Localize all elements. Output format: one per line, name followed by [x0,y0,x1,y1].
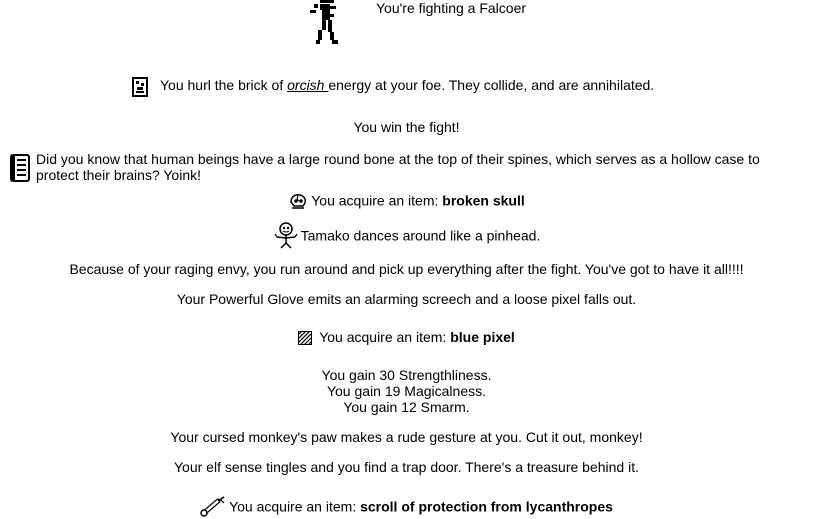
item-scroll-prefix: You acquire an item: [229,498,357,515]
brick-icon [132,77,148,97]
tamako-text: Tamako dances around like a pinhead. [300,227,541,244]
item-scroll-name: scroll of protection from lycanthropes [360,498,613,515]
glove-message: Your Powerful Glove emits an alarming screech and a loose pixel falls out. [176,291,637,307]
hurl-word: orcish [287,77,329,93]
scroll-icon [200,495,226,517]
item-skull-name: broken skull [442,192,525,209]
falcoer-monster-image [308,0,340,46]
item-pixel-line [0,329,813,345]
blue-pixel-icon [298,331,312,345]
item-pixel-prefix: You acquire an item: [319,329,447,345]
monkey-message: Your cursed monkey's paw makes a rude gesture at you. Cut it out, monkey! [170,429,643,445]
combat-header: You're fighting a Falcoer [376,0,527,16]
tamako-familiar-icon [273,221,299,249]
envy-message: Because of your raging envy, you run around and pick up everything after the fight. You've got to have it all!!!! [69,261,744,277]
hurl-suffix: energy at your foe. They collide, and are annihilated. [328,77,655,93]
gain-magic: You gain 19 Magicalness. [326,383,487,399]
gain-smarm: You gain 12 Smarm. [343,399,470,415]
hurl-prefix: You hurl the brick of [160,77,284,93]
hurl-message [160,77,654,93]
item-pixel-name: blue pixel [450,329,515,345]
item-skull-prefix: You acquire an item: [311,192,439,209]
gain-strength: You gain 30 Strengthliness. [321,367,492,383]
bone-fact-line1: Did you know that human beings have a large round bone at the top of their spines, which serves as a hollow case to [36,151,760,167]
item-skull-line [0,192,813,212]
bone-fact-text [36,151,806,183]
elf-message: Your elf sense tingles and you find a trap door. There's a treasure behind it. [174,459,639,475]
bone-fact-line2: protect their brains? Yoink! [36,167,201,183]
broken-skull-icon [288,192,308,212]
tamako-line [0,223,813,251]
book-icon [10,153,30,183]
win-message: You win the fight! [353,119,460,135]
